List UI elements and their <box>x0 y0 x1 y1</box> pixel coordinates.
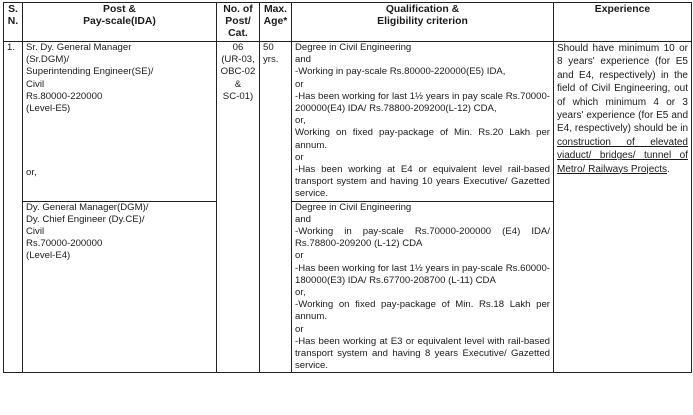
post-2-lines <box>26 202 213 263</box>
qualification-1-line: or, <box>295 115 306 127</box>
experience-tail: . <box>667 163 670 175</box>
qualification-1-line: -Has been working at E4 or equivalent level rail-based transport system and having 10 years Executive/ Gazetted service. <box>295 164 550 200</box>
qualification-2-line: or <box>295 323 304 335</box>
no-of-post-line: OBC-02 & <box>220 66 256 90</box>
post-1-line: Rs.80000-220000 <box>26 90 103 102</box>
post-1-lines <box>26 42 213 115</box>
qualification-1-line: -Working in pay-scale Rs.80000-220000(E5) IDA, <box>295 66 506 78</box>
qualification-2-line: or, <box>295 287 306 299</box>
qualification-2-line: or <box>295 250 304 262</box>
post-cell-2 <box>23 201 217 373</box>
experience-cell <box>554 42 692 373</box>
no-of-post-lines <box>220 42 256 103</box>
header-max-age <box>260 3 292 42</box>
qualification-2-line: -Has been working at E3 or equivalent level with rail-based transport system and having 8 years Executive/ Gazetted service. <box>295 335 550 372</box>
max-age-cell <box>260 42 292 373</box>
post-1-line: Sr. Dy. General Manager <box>26 42 132 53</box>
post-1-line: (Sr.DGM)/ <box>26 54 70 66</box>
qualification-1-line: Degree in Civil Engineering <box>295 42 412 53</box>
qualification-1-line: Working on fixed pay-package of Min. Rs.20 Lakh per annum. <box>295 127 550 151</box>
header-no-of-post <box>217 3 260 42</box>
qualification-1-line: or <box>295 78 304 90</box>
qualification-1-line: and <box>295 54 312 66</box>
qualification-cell-2 <box>292 201 554 373</box>
post-2-line: (Level-E4) <box>26 250 71 262</box>
qualification-2-line: and <box>295 213 312 225</box>
table-row <box>4 42 692 202</box>
sn-cell <box>4 42 23 373</box>
qualification-1-lines <box>295 42 550 201</box>
header-sn <box>4 3 23 42</box>
experience-underlined-text: construction of elevated viaduct/ bridges/ tunnel of Metro/ Railways Projects <box>557 136 688 175</box>
post-cell-1 <box>23 42 217 202</box>
qualification-2-line: Degree in Civil Engineering <box>295 201 412 213</box>
table-header-row <box>4 3 692 42</box>
post-1-line: Civil <box>26 78 45 90</box>
header-experience-text: Experience <box>594 4 651 15</box>
header-no-of-post-text: No. of Post/ Cat. <box>223 4 253 39</box>
qualification-1-line: -Has been working for last 1½ years in pay scale Rs.70000-200000(E4) IDA/ Rs.78800-209200(L-12) CDA, <box>295 90 550 115</box>
experience-text: Should have minimum 10 or 8 years' experience (for E5 and E4, respectively) in the field of Civil Engineering, out of which minimum 4 or 3 years' experience (for E5 and E4, respectively) should be in <box>557 43 688 135</box>
header-experience <box>554 3 692 42</box>
post-2-line: Civil <box>26 226 45 238</box>
post-2-line: Dy. General Manager(DGM)/ <box>26 201 149 213</box>
post-or-label: or, <box>26 167 37 179</box>
qualification-2-line: -Has been working for last 1½ years in pay-scale Rs.60000-180000(E3) IDA/ Rs.67700-208700 (L-11) CDA <box>295 262 550 286</box>
qualification-2-line: -Working on fixed pay-package of Min. Rs.18 Lakh per annum. <box>295 299 550 323</box>
no-of-post-cell <box>217 42 260 373</box>
header-post-text: Post & Pay-scale(IDA) <box>83 4 156 27</box>
max-age-value: 50 yrs. <box>263 42 279 66</box>
header-max-age-text: Max. Age* <box>263 4 288 27</box>
qualification-cell-1 <box>292 42 554 202</box>
post-1-line: (Level-E5) <box>26 103 71 115</box>
qualification-2-lines <box>295 202 550 373</box>
header-qualification <box>292 3 554 42</box>
sn-value: 1. <box>7 42 16 53</box>
post-2-line: Rs.70000-200000 <box>26 238 103 250</box>
header-post <box>23 3 217 42</box>
header-qualification-text: Qualification & Eligibility criterion <box>377 4 468 27</box>
post-1-line: Superintending Engineer(SE)/ <box>26 66 154 78</box>
qualification-1-line: or <box>295 151 304 163</box>
post-2-line: Dy. Chief Engineer (Dy.CE)/ <box>26 213 145 225</box>
no-of-post-line: 06 <box>232 42 244 53</box>
no-of-post-line: SC-01) <box>222 90 254 102</box>
no-of-post-line: (UR-03, <box>221 54 255 66</box>
header-sn-text: S. N. <box>7 4 19 27</box>
recruitment-table <box>3 2 692 373</box>
qualification-2-line: -Working in pay-scale Rs.70000-200000 (E4) IDA/ Rs.78800-209200 (L-12) CDA <box>295 226 550 250</box>
